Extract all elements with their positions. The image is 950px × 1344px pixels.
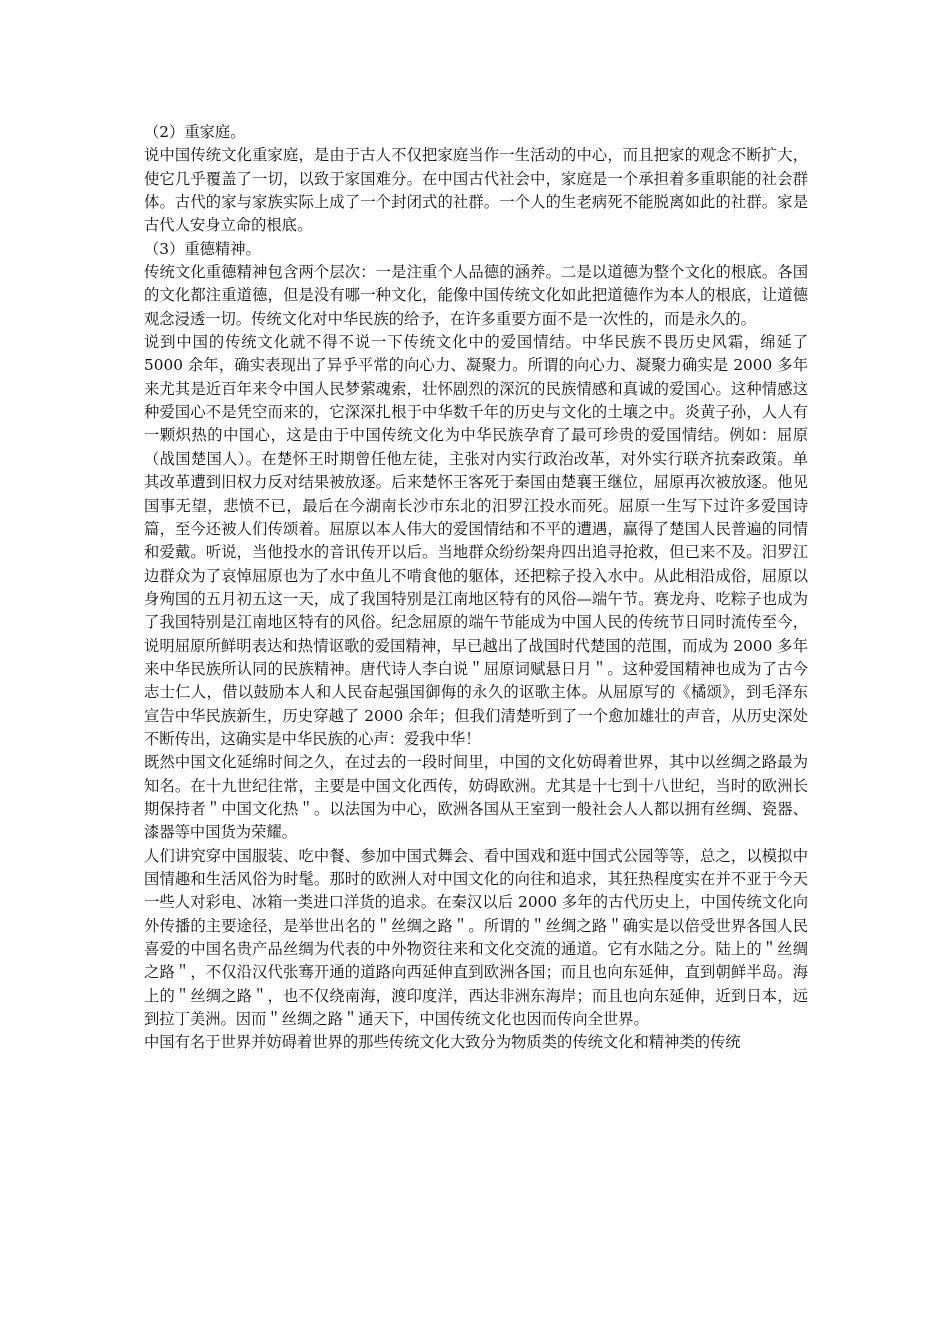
paragraph-silk-road: 人们讲究穿中国服装、吃中餐、参加中国式舞会、看中国戏和逛中国式公园等等，总之，以模拟中国情趣和生活风俗为时髦。那时的欧洲人对中国文化的向往和追求，其狂热程度实在并不亚于今天一些人对彩电、冰箱一类进口洋货的追求。在秦汉以后 2000 多年的古代历史上，中国传统文化向外传播的主要途径，是举世出名的＂丝绸之路＂。所谓的＂丝绸之路＂确实是以倍受世界各国人民喜爱的中国名贵产品丝绸为代表的中外物资往来和文化交流的通道。它有水陆之分。陆上的＂丝绸之路＂，不仅沿汉代张骞开通的道路向西延伸直到欧洲各国；而且也向东延伸，直到朝鲜半岛。海上的＂丝绸之路＂，也不仅绕南海，渡印度洋，西达非洲东海岸；而且也向东延伸，近到日本，远到拉丁美洲。因而＂丝绸之路＂通天下，中国传统文化也因而传向全世界。 [144, 846, 808, 1029]
section-heading-morality: （3）重德精神。 [144, 239, 261, 258]
paragraph-family: 说中国传统文化重家庭，是由于古人不仅把家庭当作一生活动的中心，而且把家的观念不断扩大，使它几乎覆盖了一切，以致于家国难分。在中国古代社会中，家庭是一个承担着多重职能的社会群体。古代的家与家族实际上成了一个封闭式的社群。一个人的生老病死不能脱离如此的社群。家是古代人安身立命的根底。 [144, 146, 808, 235]
section-heading-family: （2）重家庭。 [144, 123, 246, 141]
paragraph-traditional-culture: 中国有名于世界并妨碍着世界的那些传统文化大致分为物质类的传统文化和精神类的传统 [144, 1033, 741, 1052]
paragraph-silk-road-influence: 既然中国文化延绵时间之久，在过去的一段时间里，中国的文化妨碍着世界，其中以丝绸之路最为知名。在十九世纪往常，主要是中国文化西传，妨碍欧洲。尤其是十七到十八世纪，当时的欧洲长期保持者＂中国文化热＂。以法国为中心，欧洲各国从王室到一般社会人人都以拥有丝绸、瓷器、漆器等中国货为荣耀。 [144, 753, 808, 842]
paragraph-patriotism: 说到中国的传统文化就不得不说一下传统文化中的爱国情结。中华民族不畏历史风霜，绵延了 5000 余年，确实表现出了异乎平常的向心力、凝聚力。所谓的向心力、凝聚力确实是 2000 多年来尤其是近百年来令中国人民梦萦魂索，壮怀剧烈的深沉的民族情感和真诚的爱国心。这种情感这种爱国心不是凭空而来的，它深深扎根于中华数千年的历史与文化的土壤之中。炎黄子孙，人人有一颗炽热的中国心，这是由于中国传统文化为中华民族孕育了最可珍贵的爱国情结。例如：屈原（战国楚国人）。在楚怀王时期曾任他左徒，主张对内实行政治改革，对外实行联齐抗秦政策。单其改革遭到旧权力反对结果被放逐。后来楚怀王客死于秦国由楚襄王继位，屈原再次被放逐。他见国事无望，悲愤不已，最后在今湖南长沙市东北的汨罗江投水而死。屈原一生写下过许多爱国诗篇，至今还被人们传颂着。屈原以本人伟大的爱国情结和不平的遭遇，赢得了楚国人民普遍的同情和爱戴。听说，当他投水的音讯传开以后。当地群众纷纷架舟四出追寻抢救，但已来不及。汨罗江边群众为了哀悼屈原也为了水中鱼儿不啃食他的躯体，还把粽子投入水中。从此相沿成俗，屈原以身殉国的五月初五这一天，成了我国特别是江南地区特有的风俗—端午节。赛龙舟、吃粽子也成为了我国特别是江南地区特有的风俗。纪念屈原的端午节能成为中国人民的传统节日同时流传至今，说明屈原所鲜明表达和热情讴歌的爱国精神，早已越出了战国时代楚国的范围，而成为 2000 多年来中华民族所认同的民族精神。唐代诗人李白说＂屈原词赋悬日月＂。这种爱国精神也成为了古今志士仁人，借以鼓励本人和人民奋起强国御侮的永久的讴歌主体。从屈原写的《橘颂》，到毛泽东宣告中华民族新生，历史穿越了 2000 余年；但我们清楚听到了一个愈加雄壮的声音，从历史深处不断传出，这确实是中华民族的心声：爱我中华！ [144, 333, 808, 748]
paragraph-morality: 传统文化重德精神包含两个层次：一是注重个人品德的涵养。二是以道德为整个文化的根底。各国的文化都注重道德，但是没有哪一种文化，能像中国传统文化如此把道德作为本人的根底，让道德观念浸透一切。传统文化对中华民族的给予，在许多重要方面不是一次性的，而是永久的。 [144, 263, 808, 328]
document-body [144, 121, 808, 1055]
